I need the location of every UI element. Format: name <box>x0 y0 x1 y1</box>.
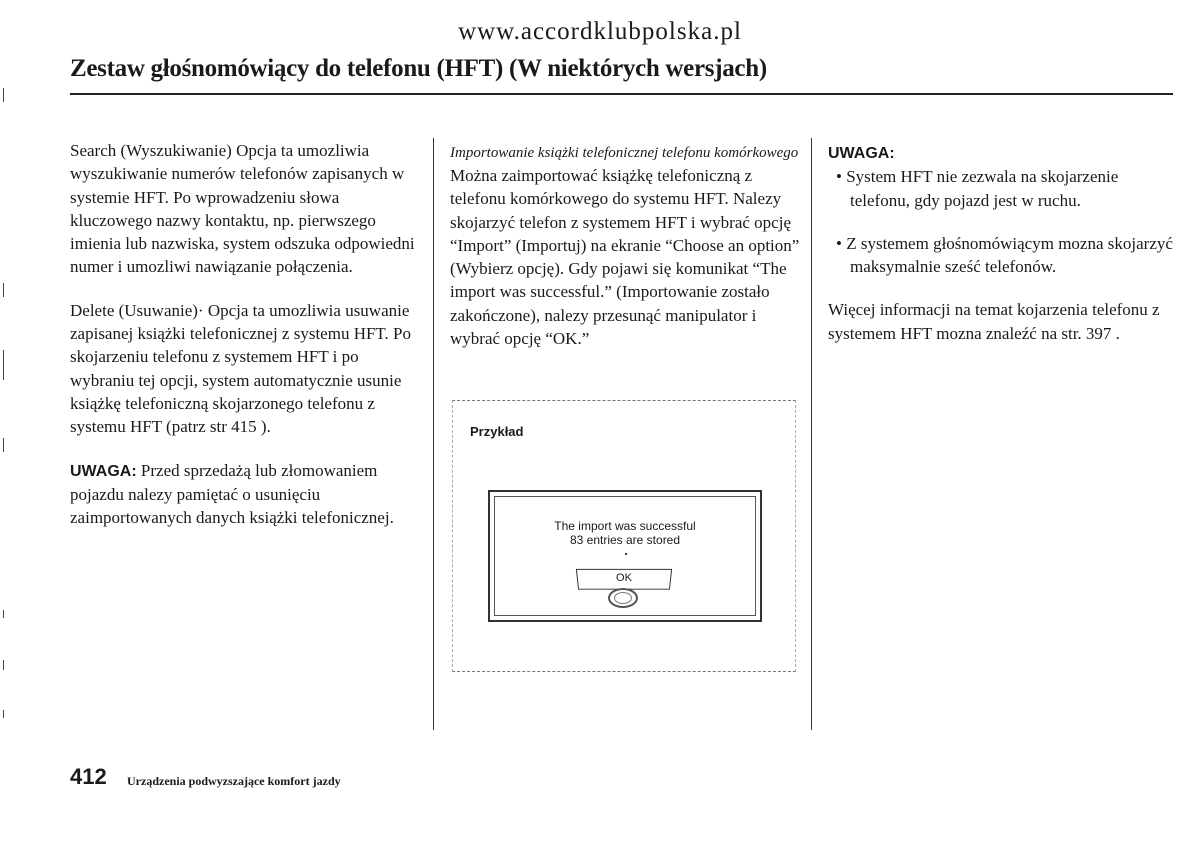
left-column <box>70 139 425 529</box>
title-divider <box>70 93 1173 95</box>
note-label: UWAGA: <box>70 462 137 480</box>
screen-line-1: The import was successful <box>554 519 696 533</box>
display-screen <box>488 490 762 622</box>
page-title: Zestaw głośnomówiący do telefonu (HFT) (W niektórych wersjach) <box>70 55 767 82</box>
page-number: 412 <box>70 764 107 789</box>
margin-mark <box>3 283 4 297</box>
right-column <box>828 142 1173 345</box>
right-note-label: UWAGA: <box>828 145 895 162</box>
delete-description: Delete (Usuwanie)· Opcja ta umozliwia usuwanie zapisanej książki telefonicznej z systemu HFT. Po skojarzeniu telefonu z systemem HFT i po wybraniu tej opcji, system automatycznie usunie książkę telefoniczną skojarzonego telefonu z systemu HFT (patrz str 415 ). <box>70 300 412 437</box>
margin-mark <box>3 350 4 380</box>
more-info-text: Więcej informacji na temat kojarzenia telefonu z systemem HFT mozna znaleźć na str. 397 . <box>828 300 1160 343</box>
selector-knob-icon <box>608 588 638 608</box>
example-figure <box>452 400 796 672</box>
section-name: Urządzenia podwyzszające komfort jazdy <box>127 774 341 788</box>
knob-center <box>614 592 632 604</box>
bullet-item: • System HFT nie zezwala na skojarzenie telefonu, gdy pojazd jest w ruchu. <box>836 167 1119 210</box>
screen-line-2: 83 entries are stored <box>569 533 681 547</box>
margin-mark <box>3 710 4 718</box>
column-divider-right <box>811 138 812 730</box>
note-text: Przed sprzedażą lub złomowaniem pojazdu nalezy pamiętać o usunięciu zaimportowanych danych książki telefonicznej. <box>70 460 394 528</box>
ok-button[interactable]: OK <box>576 569 672 590</box>
cursor-dot <box>625 553 627 555</box>
import-description: Można zaimportować książkę telefoniczną z telefonu komórkowego do systemu HFT. Nalezy skojarzyć telefon z systemem HFT i wybrać opcję “Import” (Importuj) na ekranie “Choose an option” (Wybierz opcję). Gdy pojawi się komunikat “The import was successful.” (Importowanie zostało zakończone), nalezy przesunąć manipulator i wybrać opcję “OK.” <box>450 166 800 349</box>
search-description: Search (Wyszukiwanie) Opcja ta umozliwia wyszukiwanie numerów telefonów zapisanych w systemie HFT. Po wprowadzeniu słowa kluczowego nazwy kontaktu, np. pierwszego imienia lub nazwiska, system odszuka odpowiedni numer i umozliwi nawiązanie połączenia. <box>70 141 415 277</box>
example-label: Przykład <box>470 424 524 439</box>
margin-mark <box>3 438 4 452</box>
import-heading: Importowanie książki telefonicznej telefonu komórkowego <box>450 145 799 161</box>
middle-column <box>450 142 805 350</box>
margin-mark <box>3 88 4 102</box>
site-url: www.accordklubpolska.pl <box>458 18 742 45</box>
column-divider-left <box>433 138 434 730</box>
left-note <box>70 459 425 530</box>
screen-message <box>490 519 760 547</box>
margin-mark <box>3 660 4 670</box>
margin-mark <box>3 610 4 618</box>
bullet-item: • Z systemem głośnomówiącym mozna skojarzyć maksymalnie sześć telefonów. <box>836 233 1173 277</box>
